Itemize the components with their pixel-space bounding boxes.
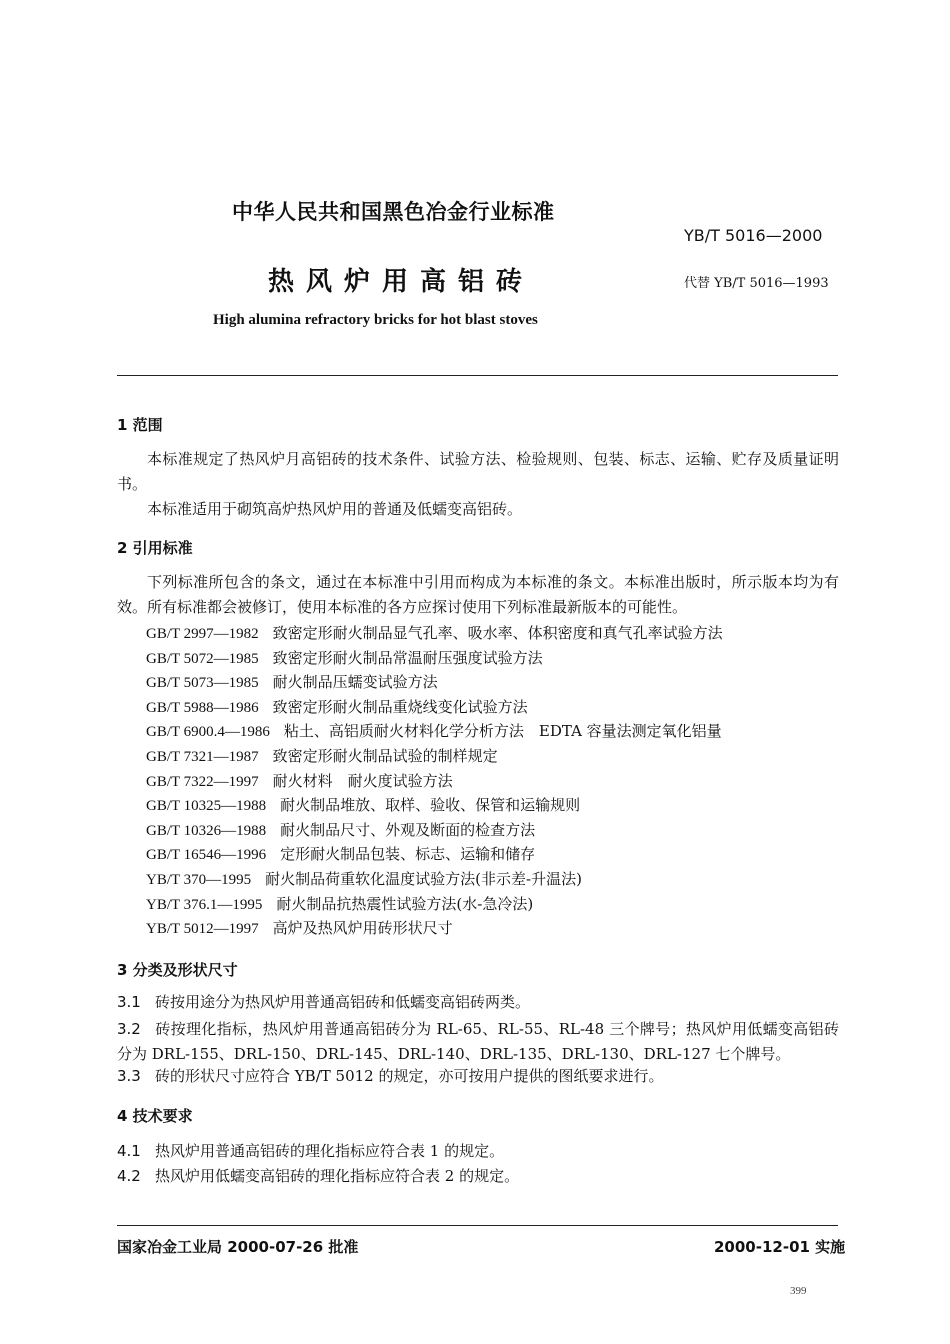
section-4-heading: 4 技术要求 [117,1107,193,1125]
reference-item [146,695,723,720]
reference-code: GB/T 10326—1988 [146,822,267,839]
reference-title: 高炉及热风炉用砖形状尺寸 [272,919,453,938]
reference-item [146,818,723,843]
reference-item [146,621,723,646]
header-divider [117,375,838,376]
section-1-heading: 1 范围 [117,416,163,434]
reference-code: GB/T 5073—1985 [146,675,259,692]
reference-title: 致密定形耐火制品重烧线变化试验方法 [272,697,528,716]
clause-number: 4.2 [117,1167,141,1185]
clause-number: 4.1 [117,1142,141,1160]
english-title: High alumina refractory bricks for hot blast stoves [213,312,538,328]
reference-title: 耐火材料 耐火度试验方法 [272,771,453,790]
reference-item [146,744,723,769]
section-2-intro: 下列标准所包含的条文，通过在本标准中引用而构成为本标准的条文。本标准出版时，所示版本均为有效。所有标准都会被修订，使用本标准的各方应探讨使用下列标准最新版本的可能性。 [117,573,839,616]
reference-code: YB/T 370—1995 [146,871,252,888]
clause-text: 砖的形状尺寸应符合 YB/T 5012 的规定，亦可按用户提供的图纸要求进行。 [155,1067,664,1085]
clause-3-3 [117,1066,663,1086]
reference-title: 致密定形耐火制品显气孔率、吸水率、体积密度和真气孔率试验方法 [272,624,723,642]
reference-code: GB/T 7322—1997 [146,773,259,790]
footer-divider [117,1225,838,1226]
reference-item [146,793,723,818]
clause-text: 热风炉用普通高铝砖的理化指标应符合表 1 的规定。 [155,1142,505,1160]
clause-4-1 [117,1141,504,1161]
clause-4-2 [117,1166,519,1186]
reference-item [146,646,723,671]
clause-text: 砖按用途分为热风炉用普通高铝砖和低蠕变高铝砖两类。 [155,993,531,1011]
effective-date: 2000-12-01 实施 [714,1238,846,1256]
reference-code: GB/T 5072—1985 [146,650,259,667]
reference-code: YB/T 376.1—1995 [146,896,263,913]
reference-title: 定形耐火制品包装、标志、运输和储存 [280,845,536,864]
page-number: 399 [790,1285,807,1297]
reference-code: GB/T 16546—1996 [146,847,267,864]
clause-number: 3.1 [117,993,141,1011]
reference-title: 耐火制品压蠕变试验方法 [272,673,438,692]
reference-title: 致密定形耐火制品试验的制样规定 [272,746,498,765]
replaces-standard: 代替 YB/T 5016—1993 [684,276,829,291]
section-2-heading: 2 引用标准 [117,539,193,557]
section-3-heading: 3 分类及形状尺寸 [117,961,238,979]
reference-title: 粘土、高铝质耐火材料化学分析方法 EDTA 容量法测定氧化铝量 [283,722,722,741]
reference-item [146,892,723,917]
clause-text: 砖按理化指标，热风炉用普通高铝砖分为 RL-65、RL-55、RL-48 三个牌号；热风炉用低蠕变高铝砖分为 DRL-155、DRL-150、DRL-145、DRL-140、DRL-135、DRL-130、DRL-127 七个牌号。 [117,1020,839,1063]
reference-code: GB/T 7321—1987 [146,748,259,765]
section-1-paragraph-1: 本标准规定了热风炉月高铝砖的技术条件、试验方法、检验规则、包装、标志、运输、贮存及质量证明书。 [117,450,839,493]
document-title: 热风炉用高铝砖 [268,267,535,297]
standard-code: YB/T 5016—2000 [684,226,823,245]
reference-title: 耐火制品尺寸、外观及断面的检查方法 [280,820,536,839]
reference-code: GB/T 2997—1982 [146,626,259,642]
reference-code: GB/T 10325—1988 [146,798,267,815]
reference-item [146,867,723,892]
approval-note: 国家冶金工业局 2000-07-26 批准 [117,1238,359,1256]
reference-title: 耐火制品荷重软化温度试验方法(非示差-升温法) [265,869,582,888]
clause-text: 热风炉用低蠕变高铝砖的理化指标应符合表 2 的规定。 [155,1167,520,1185]
reference-code: GB/T 6900.4—1986 [146,724,270,741]
reference-item [146,916,723,941]
reference-title: 耐火制品抗热震性试验方法(水-急冷法) [276,894,534,913]
reference-item [146,769,723,794]
reference-code: YB/T 5012—1997 [146,921,259,938]
normative-references-list [146,621,723,941]
section-1-paragraph-2: 本标准适用于砌筑高炉热风炉用的普通及低蠕变高铝砖。 [147,500,523,518]
clause-3-2 [117,1017,839,1067]
clause-3-1 [117,992,530,1012]
reference-title: 致密定形耐火制品常温耐压强度试验方法 [272,648,543,667]
standard-category: 中华人民共和国黑色冶金行业标准 [232,200,555,224]
reference-item [146,842,723,867]
reference-code: GB/T 5988—1986 [146,699,259,716]
reference-item [146,670,723,695]
clause-number: 3.3 [117,1067,141,1085]
clause-number: 3.2 [117,1020,141,1038]
reference-item [146,719,723,744]
reference-title: 耐火制品堆放、取样、验收、保管和运输规则 [280,796,581,815]
